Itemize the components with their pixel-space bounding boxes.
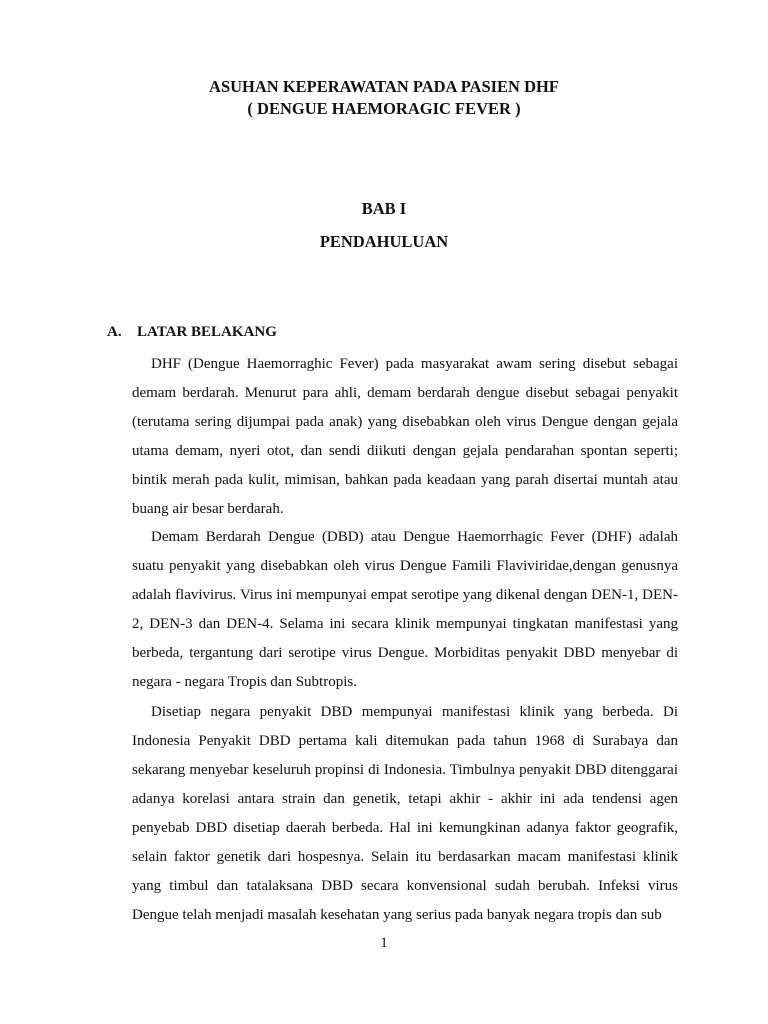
- paragraph-3: Disetiap negara penyakit DBD mempunyai manifestasi klinik yang berbeda. Di Indonesia Penyakit DBD pertama kali ditemukan pada tahun 1968 di Surabaya dan sekarang menyebar keseluruh propinsi di Indonesia. Timbulnya penyakit DBD ditenggarai adanya korelasi antara strain dan genetik, tetapi akhir - akhir ini ada tendensi agen penyebab DBD disetiap daerah berbeda. Hal ini kemungkinan adanya faktor geografik, selain faktor genetik dari hospesnya. Selain itu berdasarkan macam manifestasi klinik yang timbul dan tatalaksana DBD secara konvensional sudah berubah. Infeksi virus Dengue telah menjadi masalah kesehatan yang serius pada banyak negara tropis dan sub: [132, 704, 678, 923]
- section-heading: [107, 322, 277, 342]
- section-title: LATAR BELAKANG: [137, 324, 277, 340]
- section-letter: A.: [107, 324, 122, 340]
- chapter-title: PENDAHULUAN: [319, 232, 449, 251]
- paragraph-2: Demam Berdarah Dengue (DBD) atau Dengue Haemorrhagic Fever (DHF) adalah suatu penyakit yang disebabkan oleh virus Dengue Famili Flaviviridae,dengan genusnya adalah flavivirus. Virus ini mempunyai empat serotipe yang dikenal dengan DEN-1, DEN-2, DEN-3 dan DEN-4. Selama ini secara klinik mempunyai tingkatan manifestasi yang berbeda, tergantung dari serotipe virus Dengue. Morbiditas penyakit DBD menyebar di negara - negara Tropis dan Subtropis.: [132, 529, 678, 690]
- paragraph-1: DHF (Dengue Haemorraghic Fever) pada masyarakat awam sering disebut sebagai demam berdarah. Menurut para ahli, demam berdarah dengue disebut sebagai penyakit (terutama sering dijumpai pada anak) yang disebabkan oleh virus Dengue dengan gejala utama demam, nyeri otot, dan sendi diikuti dengan gejala pendarahan spontan seperti; bintik merah pada kulit, mimisan, bahkan pada keadaan yang parah disertai muntah atau buang air besar berdarah.: [132, 356, 678, 517]
- document-subtitle: ( DENGUE HAEMORAGIC FEVER ): [247, 99, 521, 118]
- page-number: 1: [380, 935, 388, 951]
- document-title: ASUHAN KEPERAWATAN PADA PASIEN DHF: [209, 77, 559, 96]
- chapter-number: BAB I: [361, 199, 407, 218]
